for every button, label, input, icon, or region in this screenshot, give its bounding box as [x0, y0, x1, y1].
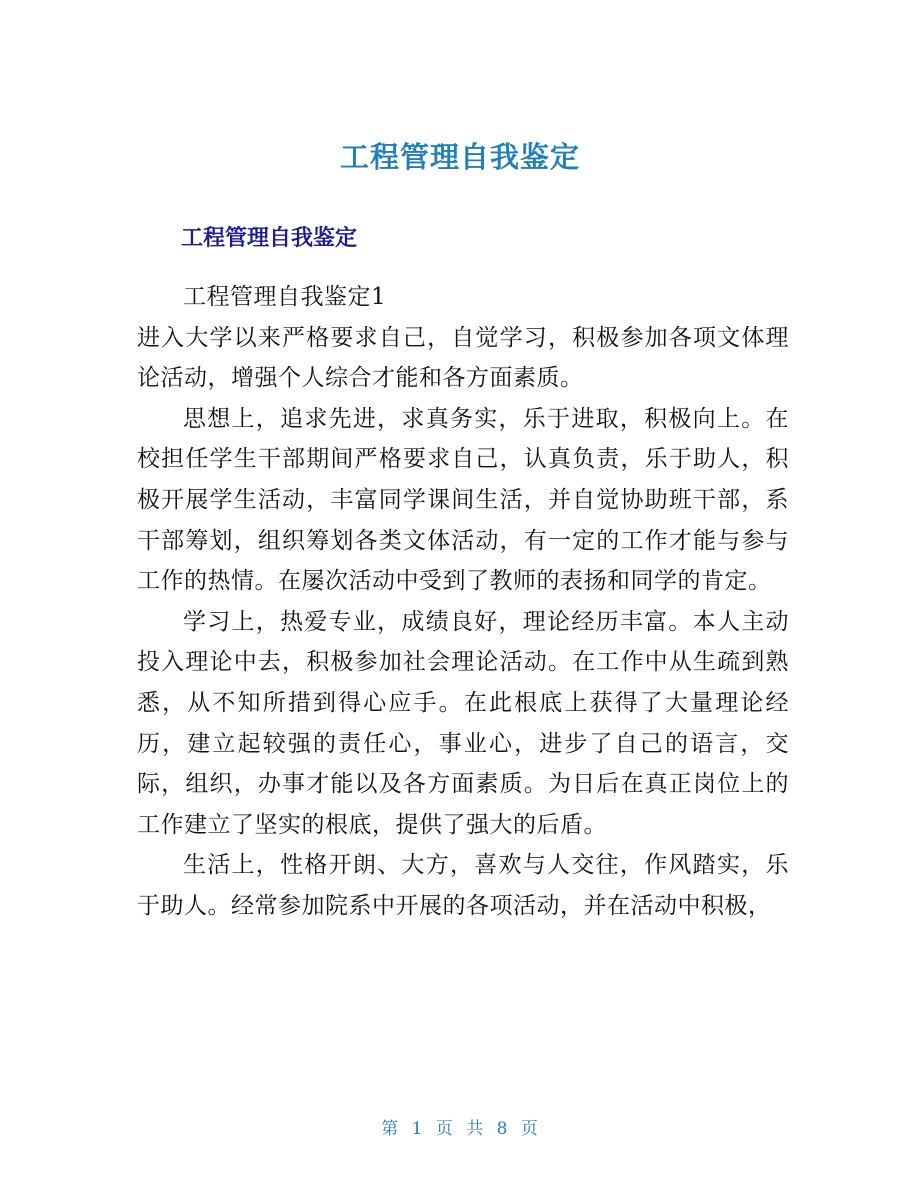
- paragraph: 进入大学以来严格要求自己，自觉学习，积极参加各项文体理论活动，增强个人综合才能和各方面素质。: [137, 324, 789, 392]
- paragraph: 思想上，追求先进，求真务实，乐于进取，积极向上。在校担任学生干部期间严格要求自己，认真负责，乐于助人，积极开展学生活动，丰富同学课间生活，并自觉协助班干部，系干部筹划，组织筹划各类文体活动，有一定的工作才能与参与工作的热情。在屡次活动中受到了教师的表扬和同学的肯定。: [137, 405, 789, 595]
- page-title: 工程管理自我鉴定: [339, 140, 580, 175]
- page-footer: 第 1 页 共 8 页: [381, 1119, 539, 1139]
- section-heading: 工程管理自我鉴定: [181, 226, 358, 251]
- paragraph: 生活上，性格开朗、大方，喜欢与人交往，作风踏实，乐于助人。经常参加院系中开展的各项活动，并在活动中积极，: [137, 852, 789, 919]
- paragraph: 学习上，热爱专业，成绩良好，理论经历丰富。本人主动投入理论中去，积极参加社会理论活动。在工作中从生疏到熟悉，从不知所措到得心应手。在此根底上获得了大量理论经历，建立起较强的责任心，事业心，进步了自己的语言，交际，组织，办事才能以及各方面素质。为日后在真正岗位上的工作建立了坚实的根底，提供了强大的后盾。: [137, 608, 789, 838]
- body-text: [137, 277, 789, 927]
- paragraph: 工程管理自我鉴定1: [183, 284, 387, 310]
